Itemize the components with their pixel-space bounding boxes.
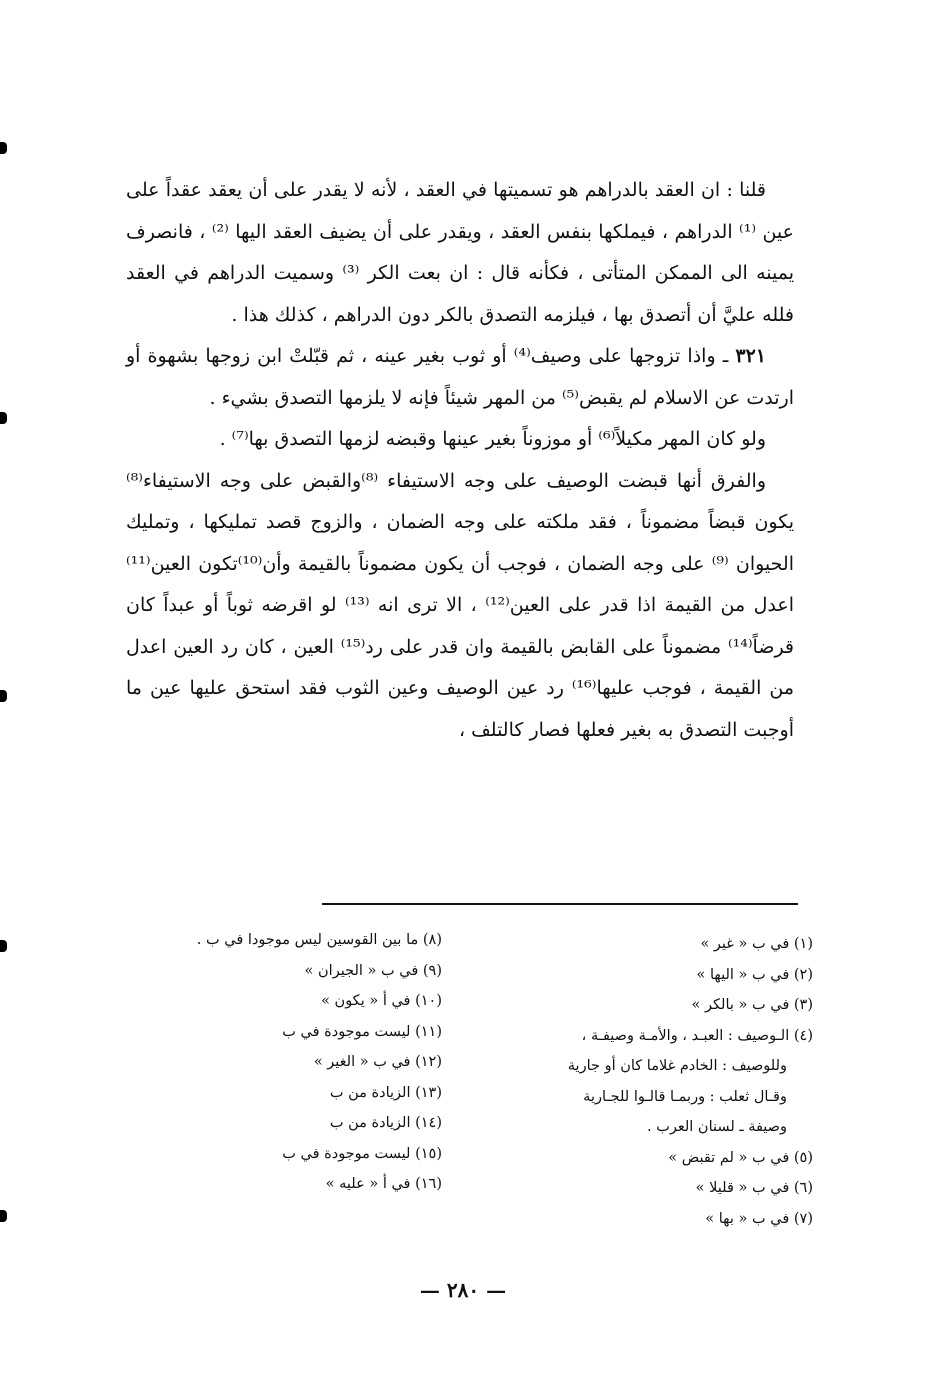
margin-mark <box>0 412 7 424</box>
paragraph-3: ولو كان المهر مكيلاً⁽⁶⁾ أو موزوناً بغير عينها وقبضه لزمها التصدق بها⁽⁷⁾ . <box>219 428 766 450</box>
paragraph-4: والفرق أنها قبضت الوصيف على وجه الاستيفاء ⁽⁸⁾والقبض على وجه الاستيفاء⁽⁸⁾ يكون قبضاً مضموناً ، فقد ملكته على وجه الضمان ، والزوج قصد تمليكها ، وتمليك الحيوان ⁽⁹⁾ على وجه الضمان ، فوجب أن يكون مضموناً بالقيمة وأن⁽¹⁰⁾تكون العين⁽¹¹⁾ اعدل من القيمة اذا قدر على العين⁽¹²⁾ ، الا ترى انه ⁽¹³⁾ لو اقرضه ثوباً أو عبداً كان قرضاً⁽¹⁴⁾ مضموناً على القابض بالقيمة وان قدر على رد⁽¹⁵⁾ العين ، كان رد العين اعدل من القيمة ، فوجب عليها⁽¹⁶⁾ رد عين الوصيف وعين الثوب فقد استحق عليها عين ما أوجبت التصدق به بغير فعلها فصار كالتلف ، <box>126 469 795 741</box>
footnote-4-continuation: وللوصيف : الخادم غلاما كان أو جارية <box>567 1058 787 1074</box>
footnote-4-continuation: وقـال ثعلب : وربمـا قالـوا للجـارية <box>583 1088 787 1105</box>
footnote-11: (١١) ليست موجودة في ب <box>282 1023 442 1040</box>
footnote-8: (٨) ما بين القوسين ليس موجودا في ب . <box>196 932 442 948</box>
section-number: ٣٢١ <box>735 345 767 367</box>
footnote-3: (٣) في ب « بالكر » <box>691 997 813 1013</box>
footnote-2: (٢) في ب « اليها » <box>696 966 813 983</box>
footnote-13: (١٣) الزيادة من ب <box>329 1084 442 1101</box>
footnote-6: (٦) في ب « قليلا » <box>695 1180 813 1196</box>
footnote-10: (١٠) في أ « يكون » <box>321 993 442 1009</box>
footnote-4-continuation: وصيفة ـ لسنان العرب . <box>647 1119 787 1135</box>
footnote-15: (١٥) ليست موجودة في ب <box>282 1145 442 1162</box>
footnote-14: (١٤) الزيادة من ب <box>329 1115 442 1131</box>
footnotes-right-column <box>495 929 813 1234</box>
margin-mark <box>0 142 7 154</box>
paragraph-321-text: ـ واذا تزوجها على وصيف⁽⁴⁾ أو ثوب بغير عينه ، ثم قبّلتْ ابن زوجها بشهوة أو ارتدت عن الاسلام لم يقبض⁽⁵⁾ من المهر شيئاً فإنه لا يلزمها التصدق بشيء . <box>126 345 794 409</box>
footnote-12: (١٢) في ب « الغير » <box>313 1054 442 1070</box>
footnote-1: (١) في ب « غير » <box>700 936 813 952</box>
footnote-4: (٤) الـوصيف : العبـد ، والأمـة وصيفـة ، <box>581 1027 813 1044</box>
footnote-9: (٩) في ب « الجيران » <box>304 962 442 979</box>
margin-mark <box>0 690 7 702</box>
footnote-separator <box>322 903 798 905</box>
footnotes-left-column <box>146 925 442 1200</box>
margin-mark <box>0 1210 7 1222</box>
page-number: — ٢٨٠ — <box>419 1278 507 1302</box>
paragraph-321 <box>126 336 794 419</box>
footnote-5: (٥) في ب « لم تقبض » <box>668 1149 813 1166</box>
footnote-16: (١٦) في أ « عليه » <box>325 1176 442 1192</box>
main-text <box>126 170 794 751</box>
footnote-7: (٧) في ب « بها » <box>705 1210 813 1227</box>
margin-mark <box>0 940 7 952</box>
paragraph-1: قلنا : ان العقد بالدراهم هو تسميتها في العقد ، لأنه لا يقدر على أن يعقد عقداً على عين ⁽¹⁾ الدراهم ، فيملكها بنفس العقد ، ويقدر على أن يضيف العقد اليها ⁽²⁾ ، فانصرف يمينه الى الممكن المتأتى ، فكأنه قال : ان بعت الكر ⁽³⁾ وسميت الدراهم في العقد فلله عليَّ أن أتصدق بها ، فيلزمه التصدق بالكر دون الدراهم ، كذلك هذا . <box>126 179 795 326</box>
